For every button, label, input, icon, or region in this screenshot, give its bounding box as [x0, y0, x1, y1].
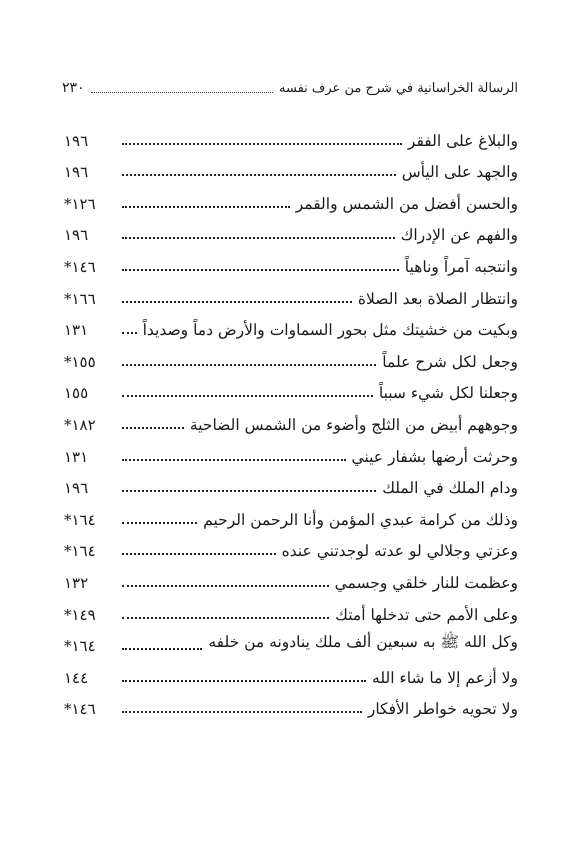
- leader-dots: [122, 205, 290, 208]
- index-entry-text: وعزتي وجلالي لو عدته لوجدتني عنده: [281, 542, 518, 561]
- index-entry: [64, 244, 518, 276]
- index-entry-page: ١٩٦: [64, 226, 89, 245]
- index-entry-page: ١٨٢*: [64, 415, 96, 434]
- index-entry: [64, 655, 518, 687]
- index-entry-text: ولا تحويه خواطر الأفكار: [367, 700, 518, 719]
- header-leader-dots: [91, 91, 273, 93]
- index-entry: [64, 339, 518, 371]
- index-entry-page: ١٤٩*: [64, 605, 96, 624]
- index-entry: [64, 560, 518, 592]
- index-entry-page: ١٣١: [64, 447, 89, 466]
- index-entry-text: والجهد على اليأس: [401, 163, 518, 182]
- running-header: [62, 72, 518, 96]
- leader-dots: [122, 236, 395, 239]
- leader-dots: [122, 584, 329, 587]
- index-entry-text: وجعلنا لكل شيء سبباً: [378, 384, 518, 403]
- index-entry-text: وانتظار الصلاة بعد الصلاة: [357, 289, 518, 308]
- index-entry-text: ودام الملك في الملك: [382, 479, 518, 498]
- index-entry-page: ١٦٤*: [64, 510, 96, 529]
- index-list: [64, 118, 518, 718]
- index-entry-page: ١٦٦*: [64, 289, 96, 308]
- index-entry-text: وجوههم أبيض من الثلج وأضوء من الشمس الضاحية: [189, 415, 518, 434]
- index-entry-text: وعظمت للنار خلقي وجسمي: [334, 573, 518, 592]
- leader-dots: [122, 616, 329, 619]
- index-entry: [64, 434, 518, 466]
- leader-dots: [122, 426, 184, 429]
- index-entry: [64, 213, 518, 245]
- leader-dots: [122, 268, 399, 271]
- index-entry-text: وحرثت أرضها بشفار عيني: [351, 447, 518, 466]
- index-entry-text: والفهم عن الإدراك: [400, 226, 518, 245]
- index-entry-page: ١٥٥: [64, 384, 89, 403]
- leader-dots: [122, 363, 376, 366]
- index-entry-text: والحسن أفضل من الشمس والقمر: [295, 194, 518, 213]
- index-entry: [64, 150, 518, 182]
- index-entry-page: ١٥٥*: [64, 352, 96, 371]
- index-entry-page: ١٢٦*: [64, 194, 96, 213]
- index-entry-text: وانتجبه آمراً وناهياً: [404, 257, 518, 276]
- leader-dots: [122, 552, 276, 555]
- index-entry-text: وعلى الأمم حتى تدخلها أمتك: [335, 605, 518, 624]
- leader-dots: [122, 394, 373, 397]
- index-entry-page: ١٦٤*: [64, 637, 96, 656]
- index-entry: [64, 181, 518, 213]
- index-entry: [64, 402, 518, 434]
- index-entry-text: ولا أزعم إلا ما شاء الله: [372, 668, 518, 687]
- leader-dots: [122, 300, 352, 303]
- index-entry-page: ١٩٦: [64, 163, 89, 182]
- index-entry: [64, 529, 518, 561]
- index-entry-page: ١٤٦*: [64, 257, 96, 276]
- index-entry-page: ١٩٦: [64, 131, 89, 150]
- index-entry: [64, 687, 518, 719]
- header-page-number: ٢٣٠: [62, 80, 85, 96]
- leader-dots: [122, 142, 402, 145]
- index-entry-text: والبلاغ على الفقر: [407, 131, 518, 150]
- leader-dots: [122, 489, 376, 492]
- leader-dots: [122, 710, 362, 713]
- header-title: الرسالة الخراسانية في شرح من عرف نفسه: [279, 81, 518, 96]
- index-entry-page: ١٣١: [64, 321, 89, 340]
- index-entry: [64, 624, 518, 656]
- leader-dots: [122, 331, 137, 334]
- index-entry: [64, 276, 518, 308]
- index-entry: [64, 497, 518, 529]
- leader-dots: [122, 521, 197, 524]
- index-entry: [64, 118, 518, 150]
- leader-dots: [122, 647, 202, 650]
- leader-dots: [122, 679, 366, 682]
- index-entry-page: ١٤٤: [64, 668, 89, 687]
- index-entry-page: ١٤٦*: [64, 700, 96, 719]
- index-entry: [64, 466, 518, 498]
- index-entry-text: وكل الله ﷺ به سبعين ألف ملك ينادونه من خلفه: [208, 633, 518, 652]
- leader-dots: [122, 173, 396, 176]
- index-entry: [64, 592, 518, 624]
- index-entry-page: ١٦٤*: [64, 542, 96, 561]
- index-entry-page: ١٣٢: [64, 573, 89, 592]
- index-entry-text: وبكيت من خشيتك مثل بحور السماوات والأرض دماً وصديداً: [142, 321, 518, 340]
- index-entry-text: وجعل لكل شرح علماً: [382, 352, 518, 371]
- leader-dots: [122, 458, 346, 461]
- index-entry: [64, 308, 518, 340]
- index-entry-page: ١٩٦: [64, 479, 89, 498]
- index-entry-text: وذلك من كرامة عبدي المؤمن وأنا الرحمن الرحيم: [203, 510, 518, 529]
- index-entry: [64, 371, 518, 403]
